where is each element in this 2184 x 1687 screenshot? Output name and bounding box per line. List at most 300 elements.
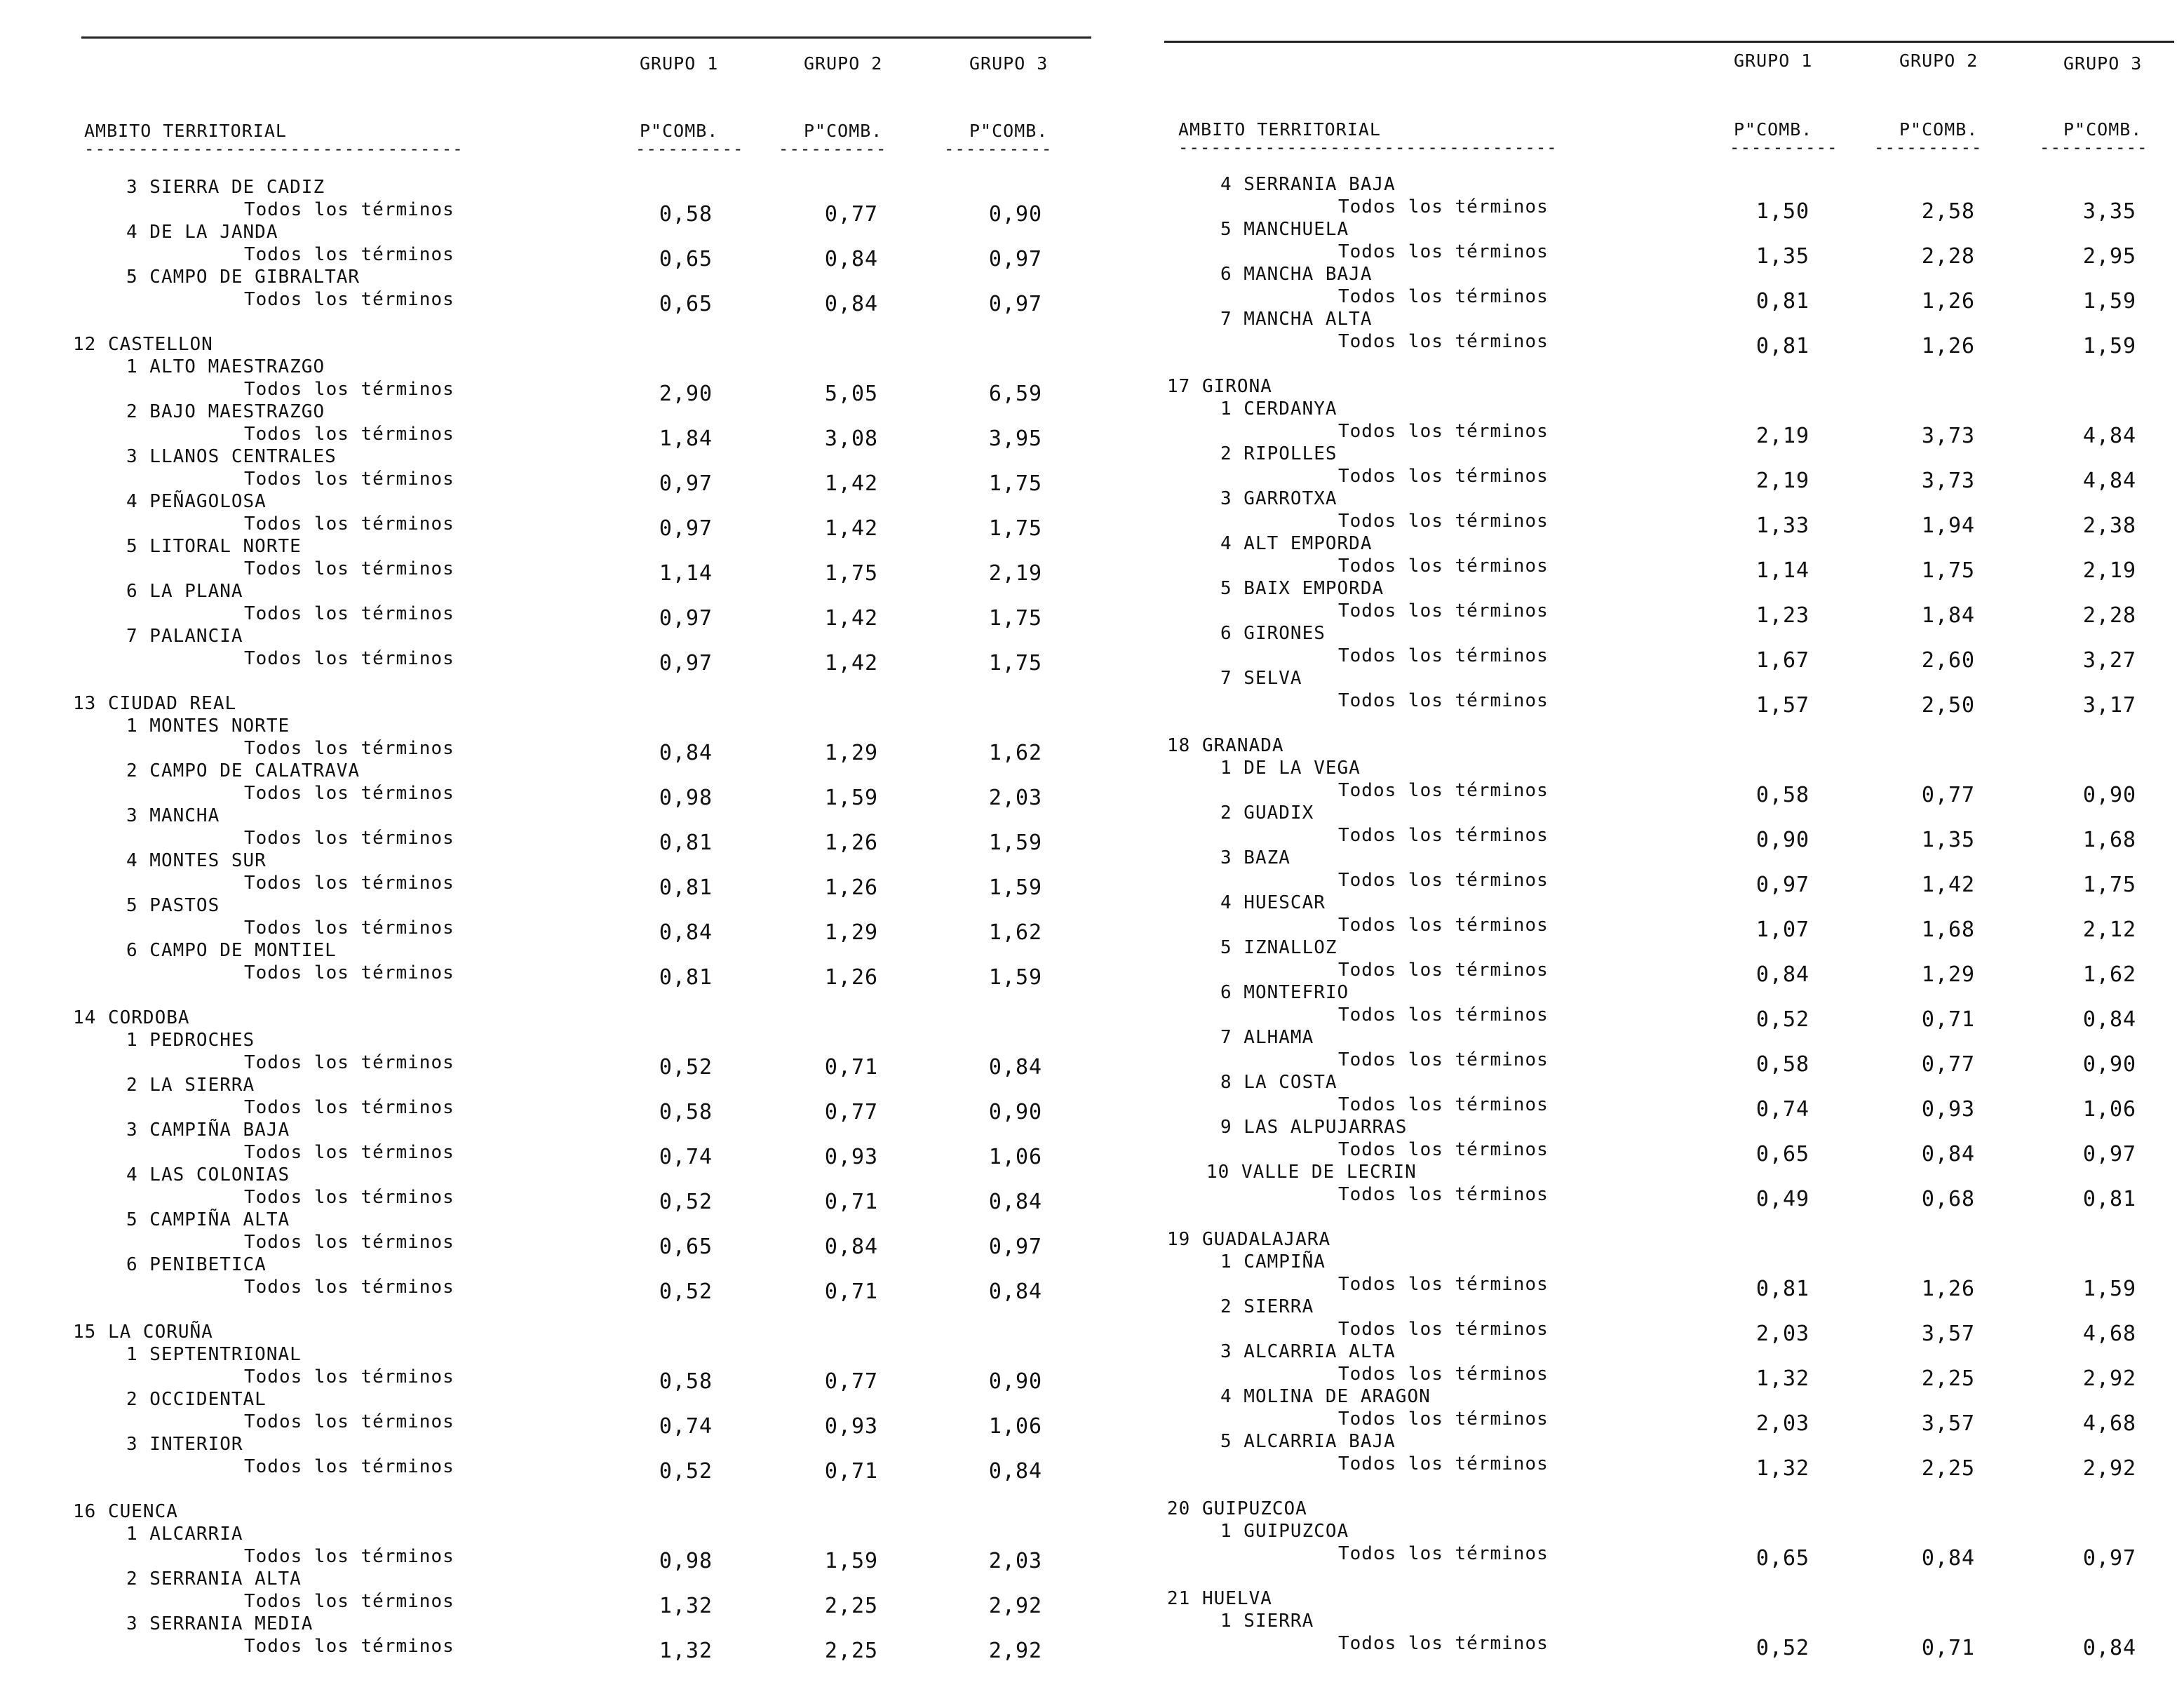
comarca-name: 3 CAMPIÑA BAJA — [126, 1120, 290, 1141]
pcomb-value-grupo-1: 0,81 — [1755, 1277, 1810, 1301]
terms-row — [70, 1232, 1094, 1259]
pcomb-value-grupo-3: 0,90 — [2082, 1052, 2137, 1077]
province-name: 20 GUIPUZCOA — [1167, 1498, 1307, 1519]
pcomb-value-grupo-2: 1,26 — [1921, 334, 1976, 358]
pcomb-value-grupo-2: 3,73 — [1921, 424, 1976, 448]
comarca-name: 2 CAMPO DE CALATRAVA — [126, 760, 360, 781]
terms-row — [1164, 1139, 2184, 1167]
comarca-name: 6 GIRONES — [1220, 623, 1326, 644]
pcomb-value-grupo-3: 0,97 — [988, 292, 1043, 316]
province-name: 21 HUELVA — [1167, 1588, 1272, 1609]
terms-label: Todos los términos — [244, 1546, 454, 1567]
terms-label: Todos los términos — [244, 1052, 454, 1073]
pcomb-value-grupo-3: 4,84 — [2082, 469, 2137, 493]
comarca-row — [1164, 578, 2184, 600]
terms-row — [1164, 1274, 2184, 1301]
terms-row — [70, 603, 1094, 631]
terms-label: Todos los términos — [1338, 1633, 1549, 1654]
terms-label: Todos los términos — [1338, 511, 1549, 532]
comarca-row — [1164, 398, 2184, 421]
pcomb-value-grupo-1: 2,90 — [659, 382, 713, 406]
left-page — [70, 0, 1094, 1687]
comarca-name: 2 BAJO MAESTRAZGO — [126, 401, 325, 422]
terms-label: Todos los términos — [244, 918, 454, 939]
province-name: 16 CUENCA — [73, 1501, 178, 1522]
terms-row — [1164, 915, 2184, 942]
comarca-name: 1 ALTO MAESTRAZGO — [126, 356, 325, 377]
terms-row — [70, 1591, 1094, 1618]
section-spacer — [70, 1299, 1094, 1322]
pcomb-value-grupo-1: 0,52 — [659, 1055, 713, 1080]
pcomb-value-grupo-3: 1,62 — [2082, 962, 2137, 987]
terms-label: Todos los términos — [244, 603, 454, 624]
pcomb-value-grupo-2: 0,71 — [824, 1459, 879, 1484]
pcomb-value-grupo-2: 0,71 — [1921, 1636, 1976, 1660]
section-spacer — [70, 671, 1094, 693]
comarca-name: 1 PEDROCHES — [126, 1030, 255, 1051]
comarca-row — [1164, 1386, 2184, 1409]
pcomb-value-grupo-3: 0,97 — [2082, 1546, 2137, 1571]
terms-label: Todos los términos — [244, 1636, 454, 1657]
pcomb-value-grupo-3: 1,59 — [2082, 289, 2137, 314]
comarca-row — [1164, 1072, 2184, 1094]
terms-label: Todos los términos — [244, 424, 454, 445]
comarca-name: 5 BAIX EMPORDA — [1220, 578, 1384, 599]
terms-row — [70, 1187, 1094, 1214]
pcomb-value-grupo-2: 3,73 — [1921, 469, 1976, 493]
comarca-row — [1164, 1521, 2184, 1543]
terms-row — [70, 1052, 1094, 1080]
comarca-name: 3 SERRANIA MEDIA — [126, 1613, 314, 1634]
comarca-name: 5 CAMPIÑA ALTA — [126, 1209, 290, 1230]
terms-row — [70, 1142, 1094, 1169]
pcomb-value-grupo-1: 1,84 — [659, 426, 713, 451]
province-name: 18 GRANADA — [1167, 735, 1284, 756]
pcomb-value-grupo-2: 0,84 — [824, 292, 879, 316]
pcomb-header-3: P"COMB. — [2063, 119, 2143, 140]
province-row — [70, 334, 1094, 356]
comarca-row — [1164, 264, 2184, 286]
pcomb-value-grupo-3: 0,90 — [988, 1100, 1043, 1124]
comarca-row — [70, 491, 1094, 513]
terms-row — [70, 558, 1094, 586]
terms-label: Todos los términos — [1338, 286, 1549, 307]
comarca-name: 2 GUADIX — [1220, 802, 1314, 824]
pcomb-value-grupo-2: 1,94 — [1921, 513, 1976, 538]
terms-label: Todos los términos — [244, 1142, 454, 1163]
pcomb-value-grupo-1: 1,32 — [1755, 1366, 1810, 1391]
comarca-row — [1164, 758, 2184, 780]
pcomb-value-grupo-2: 0,71 — [1921, 1007, 1976, 1032]
pcomb-value-grupo-2: 2,25 — [1921, 1366, 1976, 1391]
terms-label: Todos los términos — [244, 469, 454, 490]
pcomb-value-grupo-3: 0,90 — [988, 1369, 1043, 1394]
pcomb-value-grupo-1: 0,81 — [1755, 289, 1810, 314]
pcomb-value-grupo-2: 1,26 — [824, 875, 879, 900]
comarca-row — [70, 940, 1094, 962]
comarca-row — [70, 1164, 1094, 1187]
terms-row — [1164, 825, 2184, 852]
pcomb-value-grupo-1: 2,03 — [1755, 1411, 1810, 1436]
pcomb-value-grupo-3: 1,75 — [988, 651, 1043, 676]
pcomb-header-2: P"COMB. — [1899, 119, 1979, 140]
province-row — [70, 1007, 1094, 1030]
comarca-name: 4 MONTES SUR — [126, 850, 267, 871]
terms-row — [1164, 331, 2184, 358]
pcomb-value-grupo-2: 1,42 — [1921, 873, 1976, 897]
col-header-grupo-3: GRUPO 3 — [2063, 53, 2143, 74]
comarca-name: 3 BAZA — [1220, 847, 1290, 868]
comarca-name: 4 PEÑAGOLOSA — [126, 491, 267, 512]
comarca-row — [70, 267, 1094, 289]
section-spacer — [1164, 713, 2184, 735]
terms-label: Todos los términos — [1338, 780, 1549, 801]
terms-label: Todos los términos — [244, 1232, 454, 1253]
pcomb-value-grupo-2: 0,77 — [824, 202, 879, 227]
terms-row — [70, 199, 1094, 227]
terms-row — [70, 962, 1094, 990]
pcomb-value-grupo-2: 1,35 — [1921, 828, 1976, 852]
comarca-name: 1 CERDANYA — [1220, 398, 1337, 419]
terms-label: Todos los términos — [1338, 1139, 1549, 1160]
terms-label: Todos los términos — [1338, 915, 1549, 936]
pcomb-value-grupo-1: 1,33 — [1755, 513, 1810, 538]
comarca-row — [1164, 892, 2184, 915]
province-row — [70, 1501, 1094, 1524]
comarca-name: 4 MOLINA DE ARAGON — [1220, 1386, 1431, 1407]
terms-label: Todos los términos — [244, 244, 454, 265]
comarca-row — [1164, 847, 2184, 870]
terms-label: Todos los términos — [1338, 466, 1549, 487]
ambito-underline: ----------------------------------- — [84, 139, 464, 159]
comarca-row — [70, 581, 1094, 603]
comarca-name: 5 PASTOS — [126, 895, 220, 916]
comarca-row — [1164, 533, 2184, 556]
pcomb-value-grupo-1: 0,74 — [659, 1414, 713, 1439]
ambito-underline: ----------------------------------- — [1178, 137, 1558, 157]
terms-label: Todos los términos — [244, 513, 454, 535]
pcomb-header-2: P"COMB. — [804, 121, 883, 141]
pcomb-value-grupo-3: 0,84 — [988, 1055, 1043, 1080]
pcomb-value-grupo-3: 2,92 — [988, 1594, 1043, 1618]
terms-row — [70, 1097, 1094, 1124]
province-row — [1164, 1588, 2184, 1611]
comarca-name: 7 ALHAMA — [1220, 1027, 1314, 1048]
pcomb-value-grupo-2: 0,71 — [824, 1190, 879, 1214]
terms-row — [70, 828, 1094, 855]
comarca-row — [1164, 982, 2184, 1004]
pcomb-value-grupo-1: 1,35 — [1755, 244, 1810, 269]
terms-row — [70, 738, 1094, 765]
comarca-name: 4 LAS COLONIAS — [126, 1164, 290, 1185]
pcomb-underline-3: ---------- — [944, 139, 1053, 159]
pcomb-value-grupo-3: 1,59 — [2082, 334, 2137, 358]
terms-row — [1164, 1453, 2184, 1481]
comarca-name: 10 VALLE DE LECRIN — [1206, 1162, 1417, 1183]
pcomb-value-grupo-1: 1,32 — [659, 1594, 713, 1618]
terms-label: Todos los términos — [244, 873, 454, 894]
terms-row — [70, 1636, 1094, 1663]
right-page — [1164, 0, 2184, 1687]
pcomb-value-grupo-3: 2,03 — [988, 1549, 1043, 1573]
pcomb-value-grupo-3: 2,95 — [2082, 244, 2137, 269]
pcomb-value-grupo-2: 1,59 — [824, 786, 879, 810]
pcomb-value-grupo-2: 0,84 — [1921, 1546, 1976, 1571]
pcomb-value-grupo-3: 0,84 — [988, 1279, 1043, 1304]
terms-label: Todos los términos — [244, 1366, 454, 1387]
comarca-name: 5 MANCHUELA — [1220, 219, 1349, 240]
right-table-body — [1164, 174, 2184, 1660]
pcomb-value-grupo-1: 0,58 — [1755, 783, 1810, 807]
comarca-row — [70, 1254, 1094, 1277]
pcomb-value-grupo-1: 1,14 — [659, 561, 713, 586]
pcomb-value-grupo-3: 0,97 — [988, 1235, 1043, 1259]
terms-label: Todos los términos — [1338, 1409, 1549, 1430]
comarca-name: 5 IZNALLOZ — [1220, 937, 1337, 958]
comarca-name: 1 GUIPUZCOA — [1220, 1521, 1349, 1542]
comarca-name: 4 ALT EMPORDA — [1220, 533, 1373, 554]
terms-label: Todos los términos — [1338, 690, 1549, 711]
comarca-name: 7 SELVA — [1220, 668, 1302, 689]
comarca-row — [70, 760, 1094, 783]
comarca-name: 2 SERRANIA ALTA — [126, 1568, 302, 1589]
section-spacer — [70, 1479, 1094, 1501]
pcomb-value-grupo-2: 1,29 — [824, 741, 879, 765]
terms-label: Todos los términos — [1338, 645, 1549, 666]
comarca-name: 1 MONTES NORTE — [126, 715, 290, 737]
pcomb-value-grupo-2: 1,42 — [824, 516, 879, 541]
terms-row — [1164, 690, 2184, 718]
comarca-name: 5 LITORAL NORTE — [126, 536, 302, 557]
comarca-row — [70, 536, 1094, 558]
terms-label: Todos los términos — [1338, 241, 1549, 262]
pcomb-value-grupo-1: 2,19 — [1755, 469, 1810, 493]
comarca-row — [70, 177, 1094, 199]
terms-label: Todos los términos — [244, 1456, 454, 1477]
province-name: 19 GUADALAJARA — [1167, 1229, 1331, 1250]
terms-label: Todos los términos — [1338, 870, 1549, 891]
terms-label: Todos los términos — [244, 1097, 454, 1118]
comarca-row — [1164, 1296, 2184, 1319]
col-header-grupo-1: GRUPO 1 — [640, 53, 719, 74]
terms-row — [1164, 241, 2184, 269]
comarca-name: 2 LA SIERRA — [126, 1075, 255, 1096]
pcomb-value-grupo-2: 2,58 — [1921, 199, 1976, 224]
comarca-row — [70, 805, 1094, 828]
terms-row — [1164, 1094, 2184, 1122]
terms-row — [1164, 1319, 2184, 1346]
terms-label: Todos los términos — [1338, 1364, 1549, 1385]
pcomb-value-grupo-3: 0,97 — [988, 247, 1043, 271]
pcomb-value-grupo-1: 1,32 — [1755, 1456, 1810, 1481]
comarca-row — [1164, 488, 2184, 511]
comarca-row — [1164, 219, 2184, 241]
terms-label: Todos los términos — [1338, 1094, 1549, 1115]
comarca-row — [70, 446, 1094, 469]
pcomb-value-grupo-3: 2,12 — [2082, 918, 2137, 942]
pcomb-value-grupo-1: 0,81 — [659, 831, 713, 855]
comarca-row — [1164, 1117, 2184, 1139]
comarca-name: 6 MANCHA BAJA — [1220, 264, 1373, 285]
terms-row — [70, 424, 1094, 451]
pcomb-value-grupo-1: 0,74 — [1755, 1097, 1810, 1122]
pcomb-value-grupo-2: 1,75 — [1921, 558, 1976, 583]
comarca-row — [1164, 1431, 2184, 1453]
comarca-name: 5 ALCARRIA BAJA — [1220, 1431, 1396, 1452]
pcomb-value-grupo-2: 2,25 — [824, 1639, 879, 1663]
pcomb-value-grupo-1: 0,65 — [659, 247, 713, 271]
pcomb-value-grupo-3: 1,59 — [988, 965, 1043, 990]
comarca-name: 3 ALCARRIA ALTA — [1220, 1341, 1396, 1362]
pcomb-value-grupo-2: 1,59 — [824, 1549, 879, 1573]
pcomb-underline-3: ---------- — [2040, 137, 2148, 157]
terms-label: Todos los términos — [1338, 960, 1549, 981]
pcomb-value-grupo-3: 0,84 — [988, 1190, 1043, 1214]
pcomb-value-grupo-1: 0,58 — [659, 202, 713, 227]
comarca-row — [70, 356, 1094, 379]
comarca-row — [70, 1524, 1094, 1546]
pcomb-value-grupo-3: 1,68 — [2082, 828, 2137, 852]
pcomb-value-grupo-3: 0,90 — [2082, 783, 2137, 807]
pcomb-value-grupo-2: 1,26 — [824, 831, 879, 855]
section-spacer — [70, 311, 1094, 334]
pcomb-value-grupo-1: 0,98 — [659, 1549, 713, 1573]
terms-row — [1164, 645, 2184, 673]
comarca-row — [1164, 1251, 2184, 1274]
terms-label: Todos los términos — [244, 289, 454, 310]
comarca-row — [1164, 937, 2184, 960]
terms-row — [70, 1277, 1094, 1304]
pcomb-value-grupo-3: 3,17 — [2082, 693, 2137, 718]
pcomb-value-grupo-2: 3,57 — [1921, 1411, 1976, 1436]
terms-label: Todos los términos — [1338, 196, 1549, 217]
pcomb-value-grupo-2: 1,68 — [1921, 918, 1976, 942]
pcomb-value-grupo-1: 1,07 — [1755, 918, 1810, 942]
pcomb-value-grupo-3: 0,97 — [2082, 1142, 2137, 1167]
pcomb-value-grupo-1: 0,98 — [659, 786, 713, 810]
terms-row — [70, 379, 1094, 406]
comarca-row — [1164, 802, 2184, 825]
pcomb-value-grupo-2: 2,25 — [824, 1594, 879, 1618]
pcomb-value-grupo-1: 2,03 — [1755, 1322, 1810, 1346]
province-name: 12 CASTELLON — [73, 334, 213, 355]
pcomb-value-grupo-3: 0,84 — [988, 1459, 1043, 1484]
pcomb-value-grupo-1: 0,97 — [659, 651, 713, 676]
pcomb-value-grupo-2: 0,77 — [824, 1369, 879, 1394]
pcomb-value-grupo-1: 0,97 — [659, 606, 713, 631]
comarca-row — [70, 1434, 1094, 1456]
comarca-row — [1164, 1162, 2184, 1184]
province-row — [70, 1322, 1094, 1344]
pcomb-value-grupo-3: 1,75 — [988, 471, 1043, 496]
province-name: 15 LA CORUÑA — [73, 1322, 213, 1343]
section-spacer — [1164, 1566, 2184, 1588]
pcomb-value-grupo-3: 4,84 — [2082, 424, 2137, 448]
terms-label: Todos los términos — [244, 962, 454, 983]
province-name: 14 CORDOBA — [73, 1007, 190, 1028]
pcomb-value-grupo-2: 5,05 — [824, 382, 879, 406]
pcomb-value-grupo-1: 0,90 — [1755, 828, 1810, 852]
province-row — [70, 693, 1094, 715]
comarca-row — [70, 1075, 1094, 1097]
terms-row — [70, 1411, 1094, 1439]
province-row — [1164, 1229, 2184, 1251]
pcomb-value-grupo-3: 1,06 — [2082, 1097, 2137, 1122]
comarca-name: 3 GARROTXA — [1220, 488, 1337, 509]
terms-row — [1164, 870, 2184, 897]
pcomb-value-grupo-1: 0,97 — [659, 471, 713, 496]
pcomb-value-grupo-2: 0,84 — [1921, 1142, 1976, 1167]
terms-label: Todos los términos — [1338, 1274, 1549, 1295]
pcomb-value-grupo-2: 0,93 — [1921, 1097, 1976, 1122]
terms-row — [1164, 196, 2184, 224]
pcomb-value-grupo-1: 1,14 — [1755, 558, 1810, 583]
pcomb-value-grupo-2: 0,84 — [824, 247, 879, 271]
pcomb-value-grupo-1: 1,50 — [1755, 199, 1810, 224]
pcomb-underline-1: ---------- — [635, 139, 744, 159]
pcomb-value-grupo-1: 1,32 — [659, 1639, 713, 1663]
pcomb-value-grupo-1: 1,57 — [1755, 693, 1810, 718]
pcomb-value-grupo-1: 0,74 — [659, 1145, 713, 1169]
comarca-row — [70, 222, 1094, 244]
pcomb-value-grupo-3: 1,75 — [2082, 873, 2137, 897]
col-header-grupo-1: GRUPO 1 — [1734, 51, 1813, 71]
comarca-row — [1164, 1027, 2184, 1049]
pcomb-value-grupo-1: 0,52 — [1755, 1636, 1810, 1660]
terms-label: Todos los términos — [1338, 825, 1549, 846]
section-spacer — [1164, 1207, 2184, 1229]
pcomb-header-1: P"COMB. — [1734, 119, 1813, 140]
comarca-row — [70, 1568, 1094, 1591]
pcomb-value-grupo-1: 0,84 — [659, 920, 713, 945]
terms-row — [1164, 600, 2184, 628]
pcomb-value-grupo-2: 0,93 — [824, 1414, 879, 1439]
pcomb-value-grupo-2: 1,29 — [1921, 962, 1976, 987]
pcomb-value-grupo-3: 2,38 — [2082, 513, 2137, 538]
terms-label: Todos los términos — [244, 738, 454, 759]
comarca-row — [70, 401, 1094, 424]
pcomb-value-grupo-2: 1,84 — [1921, 603, 1976, 628]
pcomb-value-grupo-2: 0,71 — [824, 1279, 879, 1304]
terms-row — [1164, 1543, 2184, 1571]
pcomb-value-grupo-2: 0,77 — [1921, 1052, 1976, 1077]
terms-label: Todos los términos — [1338, 556, 1549, 577]
pcomb-value-grupo-1: 1,23 — [1755, 603, 1810, 628]
top-rule — [81, 36, 1091, 39]
comarca-name: 4 HUESCAR — [1220, 892, 1326, 913]
comarca-row — [1164, 623, 2184, 645]
col-header-grupo-3: GRUPO 3 — [969, 53, 1049, 74]
pcomb-value-grupo-3: 3,27 — [2082, 648, 2137, 673]
pcomb-value-grupo-1: 0,58 — [659, 1369, 713, 1394]
terms-label: Todos los términos — [244, 1277, 454, 1298]
pcomb-value-grupo-3: 2,92 — [2082, 1456, 2137, 1481]
pcomb-value-grupo-2: 2,50 — [1921, 693, 1976, 718]
terms-label: Todos los términos — [244, 199, 454, 220]
comarca-name: 2 SIERRA — [1220, 1296, 1314, 1317]
pcomb-value-grupo-2: 1,26 — [824, 965, 879, 990]
terms-label: Todos los términos — [244, 379, 454, 400]
comarca-name: 6 MONTEFRIO — [1220, 982, 1349, 1003]
terms-label: Todos los términos — [1338, 600, 1549, 621]
terms-row — [1164, 1364, 2184, 1391]
pcomb-value-grupo-2: 1,42 — [824, 471, 879, 496]
comarca-row — [70, 895, 1094, 918]
pcomb-value-grupo-1: 0,65 — [1755, 1546, 1810, 1571]
terms-row — [1164, 466, 2184, 493]
comarca-row — [70, 1030, 1094, 1052]
pcomb-value-grupo-1: 0,97 — [1755, 873, 1810, 897]
